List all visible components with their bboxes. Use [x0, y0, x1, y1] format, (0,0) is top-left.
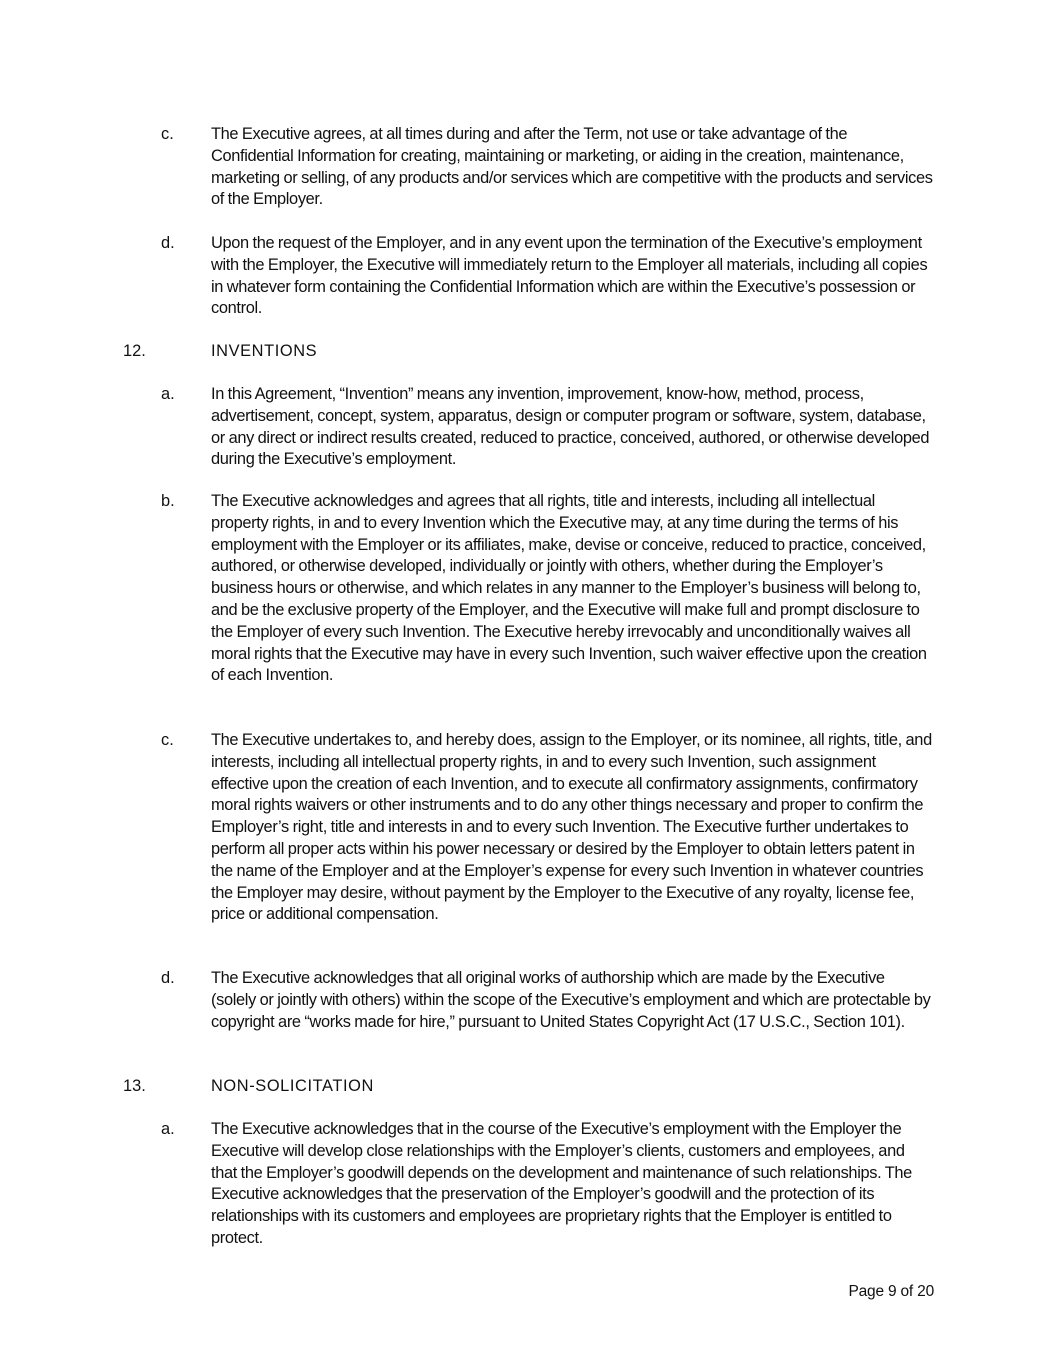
clause-12b-label: b.	[161, 492, 175, 510]
section-12-number: 12.	[123, 342, 146, 360]
section-13-number: 13.	[123, 1077, 146, 1095]
clause-12c-label: c.	[161, 731, 174, 749]
section-12-title: INVENTIONS	[211, 342, 318, 360]
clause-12c-text: The Executive undertakes to, and hereby does, assign to the Employer, or its nominee, all rights, title, and interests, including all intellectual property rights, in and to every such Invention, such assignment effective upon the creation of each Invention, and to execute all confirmatory assignments, confirmatory moral rights waivers or other instruments and to do any other things necessary and proper to confirm the Employer’s right, title and interests in and to every such Invention. The Executive further undertakes to perform all proper acts within his power necessary or desired by the Employer to obtain letters patent in the name of the Employer and at the Employer’s expense for every such Invention in whatever countries the Employer may desire, without payment by the Employer to the Executive of any royalty, license fee, price or additional compensation.	[211, 731, 932, 924]
clause-12b-text: The Executive acknowledges and agrees that all rights, title and interests, including all intellectual property rights, in and to every Invention which the Executive may, at any time during the terms of his employment with the Employer or its affiliates, make, devise or conceive, reduced to practice, conceived, authored, or otherwise developed, individually or jointly with others, whether during the Employer’s business hours or otherwise, and which relates in any manner to the Employer’s business will belong to, and be the exclusive property of the Employer, and the Executive will make full and prompt disclosure to the Employer of every such Invention. The Executive hereby irrevocably and unconditionally waives all moral rights that the Executive may have in every such Invention, such waiver effective upon the creation of each Invention.	[211, 492, 927, 685]
clause-11c-text: The Executive agrees, at all times during and after the Term, not use or take advantage of the Confidential Information for creating, maintaining or marketing, or aiding in the creation, maintenance, marketing or selling, of any products and/or services which are competitive with the products and services of the Employer.	[211, 125, 933, 209]
clause-11d-text: Upon the request of the Employer, and in any event upon the termination of the Executive’s employment with the Employer, the Executive will immediately return to the Employer all materials, including all copies in whatever form containing the Confidential Information which are within the Executive’s possession or control.	[211, 234, 928, 318]
clause-12a-label: a.	[161, 385, 175, 403]
clause-12d-label: d.	[161, 969, 175, 987]
clause-13a-text: The Executive acknowledges that in the course of the Executive’s employment with the Employer the Executive will develop close relationships with the Employer’s clients, customers and employees, and that the Employer’s goodwill depends on the development and maintenance of such relationships. The Executive acknowledges that the preservation of the Employer’s goodwill and the protection of its relationships with its customers and employees are proprietary rights that the Employer is entitled to protect.	[211, 1120, 912, 1247]
clause-11c-label: c.	[161, 125, 174, 143]
clause-11d-label: d.	[161, 234, 175, 252]
page-number: Page 9 of 20	[848, 1283, 934, 1300]
section-13-title: NON-SOLICITATION	[211, 1077, 374, 1095]
clause-12a-text: In this Agreement, “Invention” means any invention, improvement, know-how, method, process, advertisement, concept, system, apparatus, design or computer program or software, system, database, or any direct or indirect results created, reduced to practice, conceived, authored, or otherwise developed during the Executive’s employment.	[211, 385, 930, 469]
clause-12d-text: The Executive acknowledges that all original works of authorship which are made by the Executive (solely or jointly with others) within the scope of the Executive’s employment and which are protectable by copyright are “works made for hire,” pursuant to United States Copyright Act (17 U.S.C., Section 101).	[211, 969, 931, 1031]
clause-13a-label: a.	[161, 1120, 175, 1138]
